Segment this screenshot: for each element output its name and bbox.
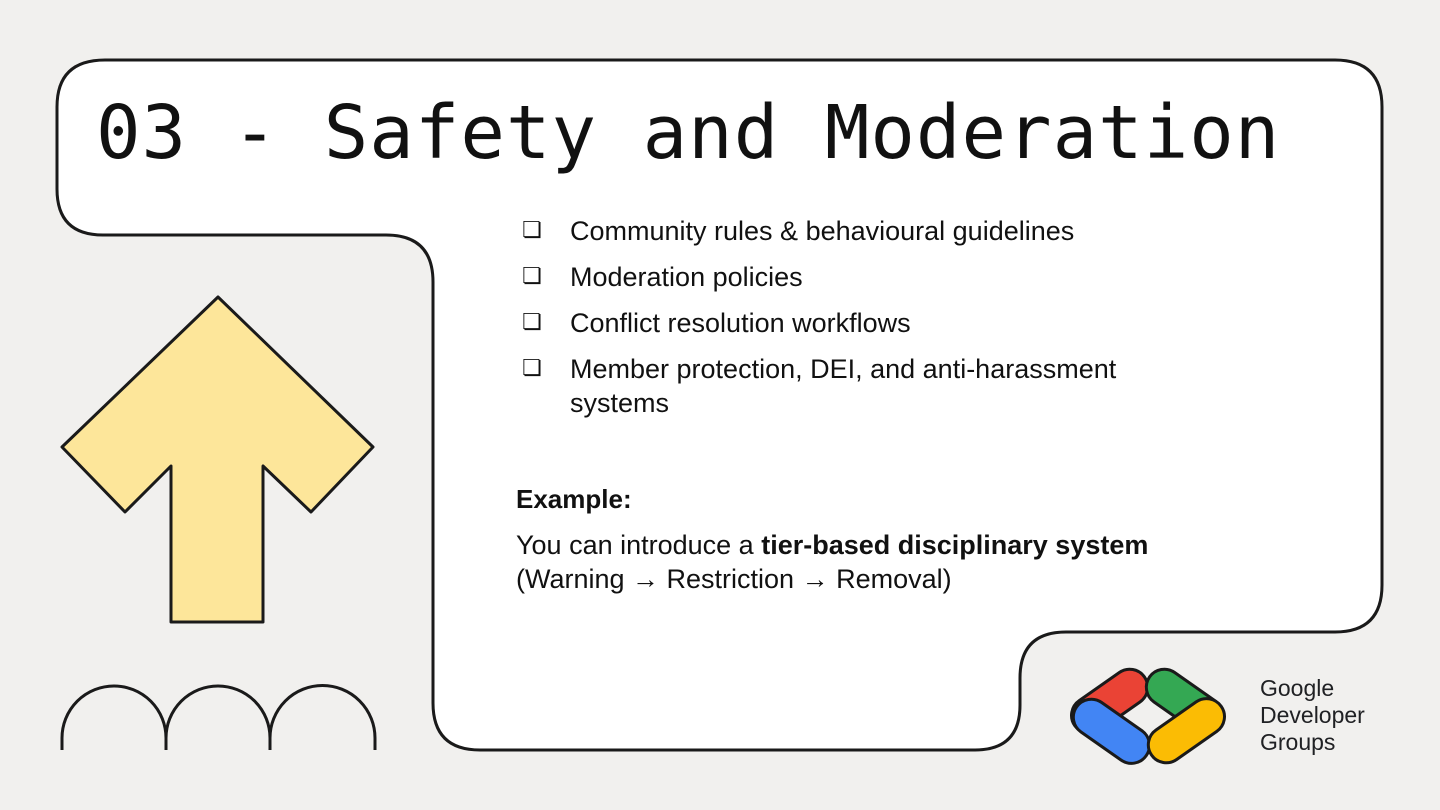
arches-decoration: [62, 686, 375, 751]
example-text-bold: tier-based disciplinary system: [761, 530, 1149, 560]
checkbox-bullet-icon: ❏: [522, 310, 542, 335]
checkbox-bullet-icon: ❏: [522, 264, 542, 289]
example-heading: Example:: [516, 484, 632, 514]
list-item-text: Moderation policies: [570, 262, 803, 292]
example-text-tiers: (Warning → Restriction → Removal): [516, 564, 952, 594]
gdg-logo-icon: [1064, 662, 1231, 770]
list-item: [522, 214, 1182, 248]
brand-line-google: Google: [1260, 675, 1335, 701]
list-item: [522, 260, 1182, 294]
brand-line-developer: Developer: [1260, 702, 1365, 728]
page-title: 03 - Safety and Moderation: [96, 90, 1281, 176]
list-item-text: Member protection, DEI, and anti-harassment systems: [570, 354, 1117, 418]
checkbox-bullet-icon: ❏: [522, 356, 542, 381]
brand-wordmark: [1260, 675, 1365, 756]
list-item-text: Community rules & behavioural guidelines: [570, 216, 1075, 246]
list-item: [522, 306, 1182, 340]
brand-line-groups: Groups: [1260, 729, 1336, 755]
example-text: [516, 528, 1236, 596]
up-arrow-icon: [62, 297, 373, 622]
list-item-text: Conflict resolution workflows: [570, 308, 911, 338]
list-item: [522, 352, 1182, 420]
bullet-list: [522, 214, 1182, 432]
example-text-intro: You can introduce a: [516, 530, 762, 560]
checkbox-bullet-icon: ❏: [522, 218, 542, 243]
